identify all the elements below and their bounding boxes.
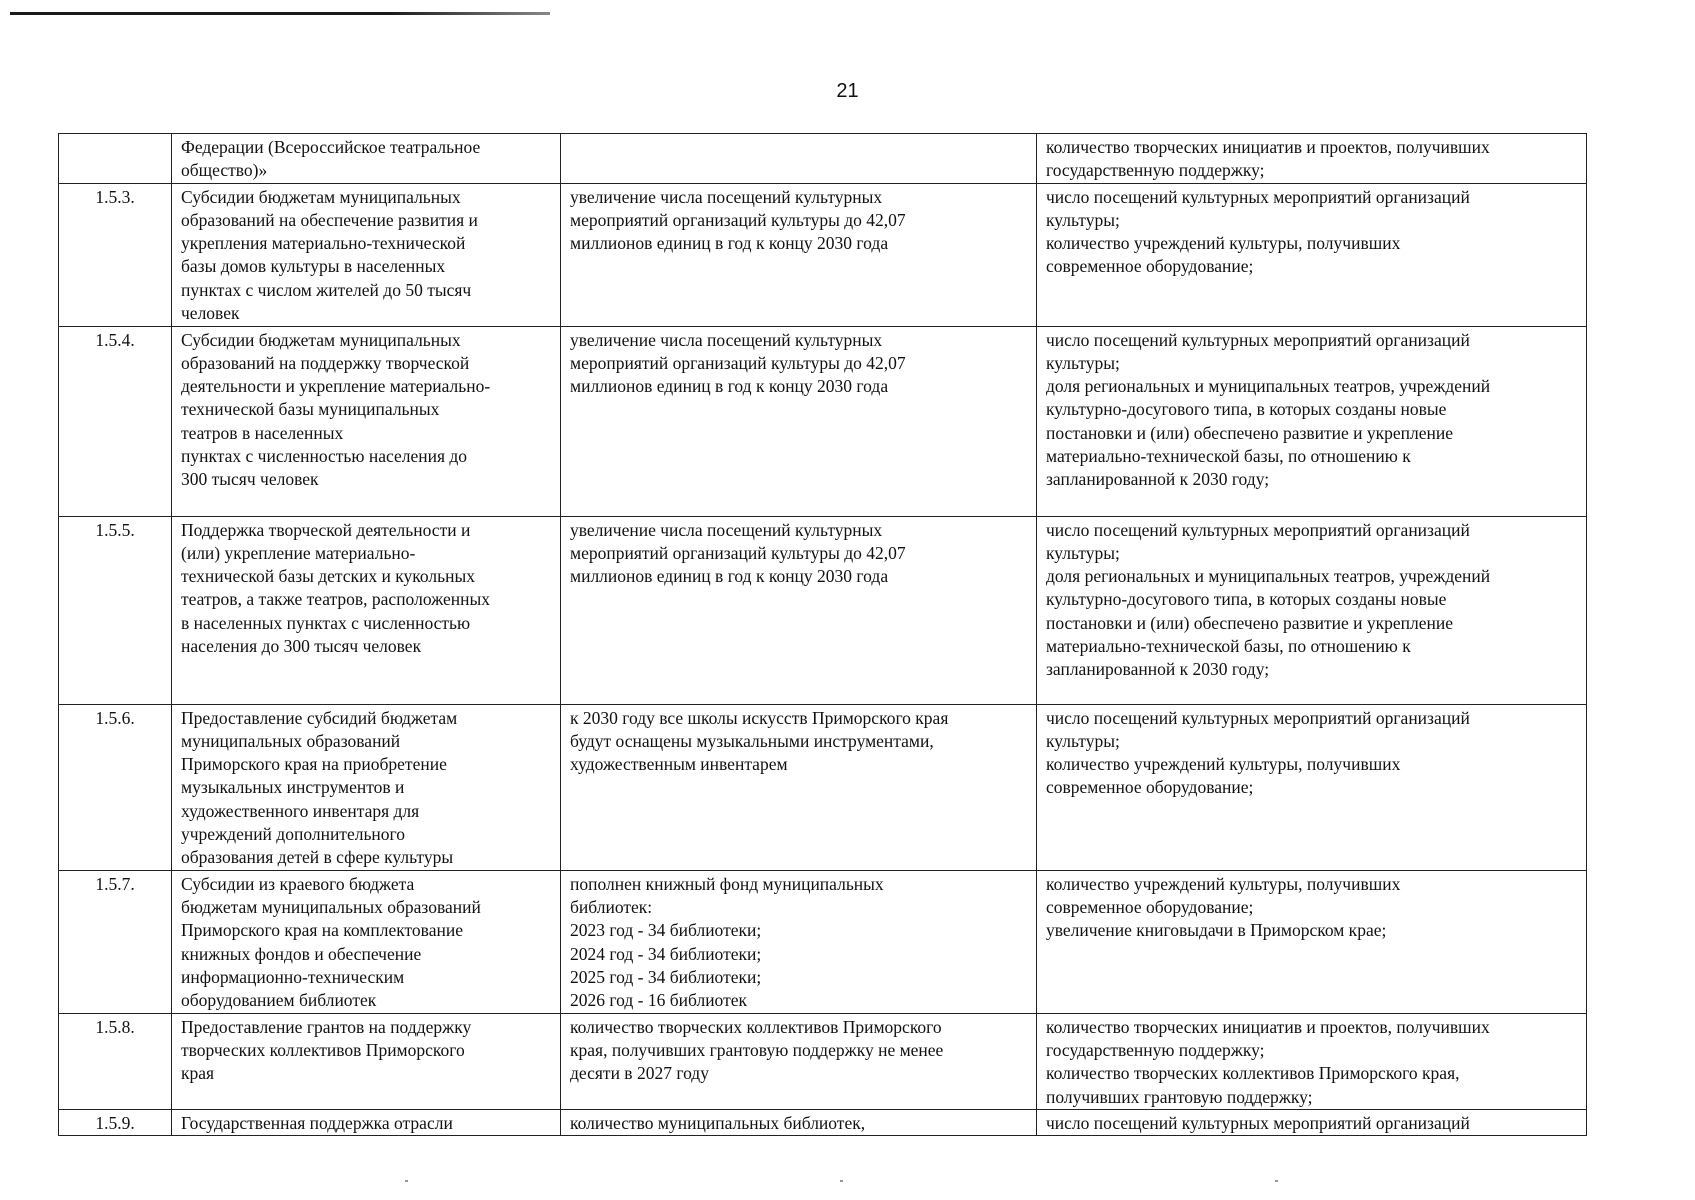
expected-result: увеличение числа посещений культурных мероприятий организаций культуры до 42,07 миллионов единиц в год к концу 2030 года <box>561 183 1037 326</box>
table-row <box>59 704 1587 870</box>
expected-result: увеличение числа посещений культурных мероприятий организаций культуры до 42,07 миллионов единиц в год к концу 2030 года <box>561 326 1037 516</box>
measure-name: Предоставление субсидий бюджетам муниципальных образований Приморского края на приобретение музыкальных инструментов и художественного инвентаря для учреждений дополнительного образования детей в сфере культуры <box>172 704 561 870</box>
row-number: 1.5.7. <box>59 870 172 1013</box>
indicators: количество творческих инициатив и проектов, получивших государственную поддержку; количество творческих коллективов Приморского края, получивших грантовую поддержку; <box>1037 1013 1587 1109</box>
expected-result: увеличение числа посещений культурных мероприятий организаций культуры до 42,07 миллионов единиц в год к концу 2030 года <box>561 516 1037 704</box>
indicators: число посещений культурных мероприятий организаций культуры; доля региональных и муниципальных театров, учреждений культурно-досугового типа, в которых созданы новые постановки и (или) обеспечено развитие и укрепление материально-технической базы, по отношению к запланированной к 2030 году; <box>1037 516 1587 704</box>
measure-name: Поддержка творческой деятельности и (или) укрепление материально- технической базы детских и кукольных театров, а также театров, расположенных в населенных пунктах с численностью населения до 300 тысяч человек <box>172 516 561 704</box>
row-number <box>59 134 172 184</box>
measure-name: Федерации (Всероссийское театральное общество)» <box>172 134 561 184</box>
expected-result: к 2030 году все школы искусств Приморского края будут оснащены музыкальными инструментами, художественным инвентарем <box>561 704 1037 870</box>
measure-name: Субсидии бюджетам муниципальных образований на обеспечение развития и укрепления материально-технической базы домов культуры в населенных пунктах с числом жителей до 50 тысяч человек <box>172 183 561 326</box>
indicators: число посещений культурных мероприятий организаций культуры; количество учреждений культуры, получивших современное оборудование; <box>1037 704 1587 870</box>
table-row <box>59 516 1587 704</box>
row-number: 1.5.8. <box>59 1013 172 1109</box>
scan-speck <box>405 1180 408 1182</box>
measure-name: Субсидии бюджетам муниципальных образований на поддержку творческой деятельности и укрепление материально- технической базы муниципальных театров в населенных пунктах с численностью населения до 300 тысяч человек <box>172 326 561 516</box>
row-number: 1.5.5. <box>59 516 172 704</box>
expected-result: количество муниципальных библиотек, <box>561 1109 1037 1135</box>
indicators: количество учреждений культуры, получивших современное оборудование; увеличение книговыдачи в Приморском крае; <box>1037 870 1587 1013</box>
measure-name: Предоставление грантов на поддержку творческих коллективов Приморского края <box>172 1013 561 1109</box>
top-rule <box>10 12 550 15</box>
table-row <box>59 326 1587 516</box>
row-number: 1.5.3. <box>59 183 172 326</box>
table-row <box>59 183 1587 326</box>
expected-result: количество творческих коллективов Приморского края, получивших грантовую поддержку не менее десяти в 2027 году <box>561 1013 1037 1109</box>
measure-name: Субсидии из краевого бюджета бюджетам муниципальных образований Приморского края на комплектование книжных фондов и обеспечение информационно-техническим оборудованием библиотек <box>172 870 561 1013</box>
measures-table <box>58 133 1587 1136</box>
expected-result: пополнен книжный фонд муниципальных библиотек: 2023 год - 34 библиотеки; 2024 год - 34 библиотеки; 2025 год - 34 библиотеки; 2026 год - 16 библиотек <box>561 870 1037 1013</box>
indicators: число посещений культурных мероприятий организаций <box>1037 1109 1587 1135</box>
measure-name: Государственная поддержка отрасли <box>172 1109 561 1135</box>
expected-result <box>561 134 1037 184</box>
scan-speck <box>1275 1180 1278 1182</box>
table-row <box>59 1013 1587 1109</box>
row-number: 1.5.9. <box>59 1109 172 1135</box>
indicators: число посещений культурных мероприятий организаций культуры; доля региональных и муниципальных театров, учреждений культурно-досугового типа, в которых созданы новые постановки и (или) обеспечено развитие и укрепление материально-технической базы, по отношению к запланированной к 2030 году; <box>1037 326 1587 516</box>
table-row <box>59 870 1587 1013</box>
table-row <box>59 1109 1587 1135</box>
scan-speck <box>840 1180 843 1182</box>
page-number: 21 <box>836 80 859 102</box>
row-number: 1.5.4. <box>59 326 172 516</box>
indicators: количество творческих инициатив и проектов, получивших государственную поддержку; <box>1037 134 1587 184</box>
row-number: 1.5.6. <box>59 704 172 870</box>
table-row <box>59 134 1587 184</box>
indicators: число посещений культурных мероприятий организаций культуры; количество учреждений культуры, получивших современное оборудование; <box>1037 183 1587 326</box>
